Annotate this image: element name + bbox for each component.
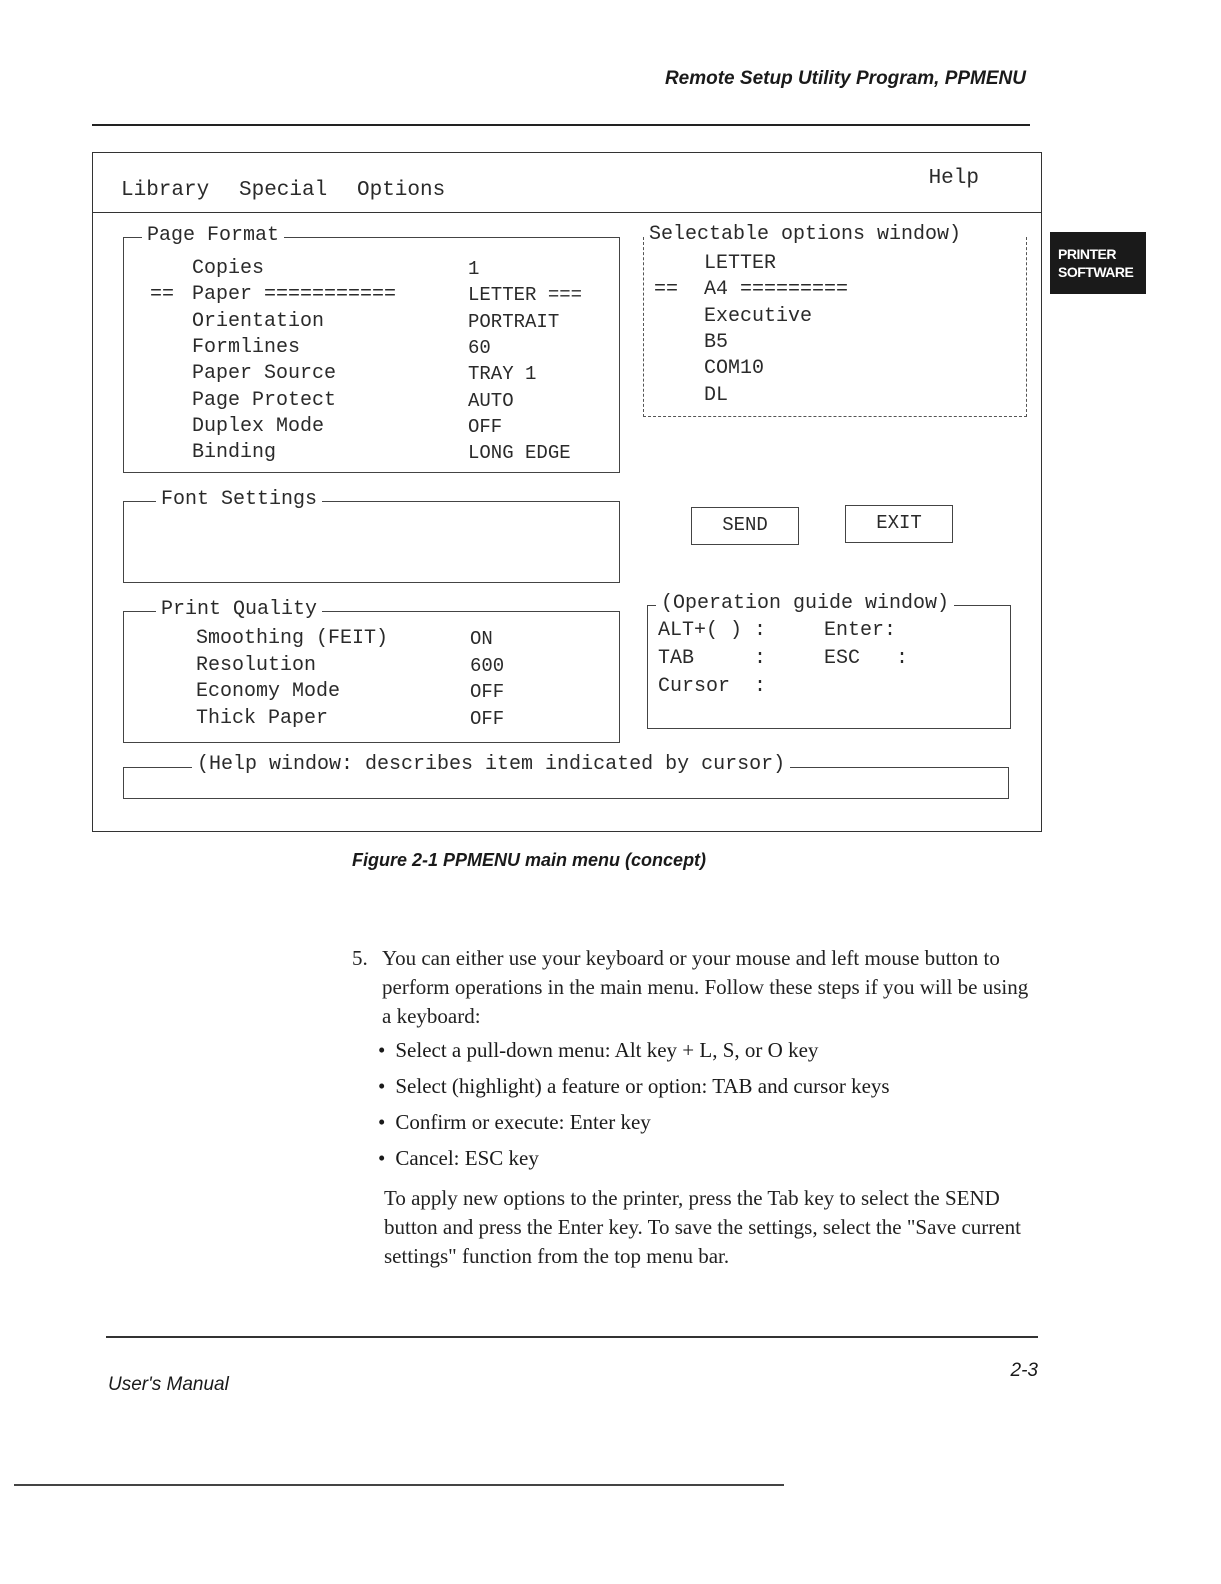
option-item: Executive [704, 304, 813, 328]
setting-label: Duplex Mode [192, 414, 325, 438]
footer-rule [106, 1336, 1038, 1338]
setting-label: Page Protect [192, 388, 337, 412]
guide-key: Cursor : [658, 675, 767, 698]
selectable-options-title: Selectable options window) [644, 224, 966, 246]
option-item: COM10 [704, 357, 765, 381]
step-text: You can either use your keyboard or your mouse and left mouse button to perform operations in the main menu. Follow these steps if you will be using a keyboard: [382, 946, 1029, 1028]
print-quality-title: Print Quality [156, 599, 322, 621]
setting-label: Binding [192, 441, 277, 465]
quality-value: OFF [470, 707, 505, 730]
menu-options[interactable]: Options [357, 179, 446, 202]
key-list [378, 1032, 890, 1176]
exit-button[interactable]: EXIT [845, 505, 953, 543]
list-item: • Select a pull-down menu: Alt key + L, S, or O key [378, 1032, 890, 1068]
setting-label: Paper =========== [192, 283, 397, 307]
row-marker: == [150, 283, 175, 307]
closing-paragraph: To apply new options to the printer, press the Tab key to select the SEND button and press the Enter key. To save the settings, select the "Save current settings" function from the top menu bar. [384, 1186, 1021, 1268]
guide-key: ALT+( ) : [658, 619, 767, 642]
running-head: Remote Setup Utility Program, PPMENU [664, 68, 1026, 89]
setting-value: PORTRAIT [468, 310, 560, 333]
header-rule [92, 124, 1030, 126]
page-format-panel [123, 224, 620, 473]
setting-value: 60 [468, 336, 491, 359]
setting-value: AUTO [468, 389, 514, 412]
page-number: 2-3 [1010, 1360, 1038, 1381]
help-window [123, 753, 1009, 799]
figure-caption: Figure 2-1 PPMENU main menu (concept) [352, 850, 707, 870]
menu-help[interactable]: Help [928, 167, 979, 190]
list-item: • Confirm or execute: Enter key [378, 1104, 890, 1140]
quality-value: 600 [470, 654, 505, 677]
option-item: LETTER [704, 252, 777, 275]
guide-key: TAB : [658, 647, 767, 670]
send-button[interactable]: SEND [691, 507, 799, 545]
quality-value: OFF [470, 681, 505, 703]
option-item: A4 ========= [704, 278, 849, 302]
option-item: B5 [704, 330, 729, 354]
page-format-title: Page Format [142, 225, 284, 247]
step-number: 5. [352, 946, 368, 970]
setting-label: Formlines [192, 335, 301, 359]
operation-guide-title: (Operation guide window) [656, 593, 954, 615]
setting-value: 1 [468, 258, 480, 280]
operation-guide-window [647, 592, 1011, 729]
setting-value: TRAY 1 [468, 363, 537, 386]
setting-value: OFF [468, 415, 503, 438]
setting-label: Orientation [192, 309, 325, 333]
guide-key: ESC : [824, 647, 909, 670]
setting-label: Copies [192, 257, 265, 280]
menu-bar [93, 153, 1041, 213]
setting-value: LONG EDGE [468, 442, 571, 465]
quality-label: Thick Paper [196, 706, 329, 730]
section-tab-line1: PRINTER [1058, 246, 1116, 262]
footer-manual-title: User's Manual [108, 1374, 229, 1395]
guide-key: Enter: [824, 619, 897, 642]
menu-special[interactable]: Special [239, 179, 328, 202]
setting-label: Paper Source [192, 362, 337, 386]
setting-value: LETTER === [468, 284, 583, 307]
quality-value: ON [470, 628, 493, 650]
section-tab-line2: SOFTWARE [1058, 264, 1134, 280]
font-settings-title: Font Settings [156, 489, 322, 511]
print-quality-panel [123, 598, 620, 743]
option-item: DL [704, 383, 729, 407]
quality-label: Economy Mode [196, 680, 341, 703]
list-item: • Select (highlight) a feature or option: TAB and cursor keys [378, 1068, 890, 1104]
font-settings-panel [123, 488, 620, 583]
option-marker: == [654, 278, 679, 302]
selectable-options-window [643, 223, 1027, 417]
quality-label: Smoothing (FEIT) [196, 627, 389, 650]
list-item: • Cancel: ESC key [378, 1140, 890, 1176]
menu-library[interactable]: Library [121, 179, 210, 202]
quality-label: Resolution [196, 653, 317, 677]
bottom-rule [14, 1484, 784, 1486]
ppmenu-window [92, 152, 1042, 832]
section-tab [1050, 232, 1146, 294]
help-window-title: (Help window: describes item indicated by cursor) [192, 754, 790, 776]
